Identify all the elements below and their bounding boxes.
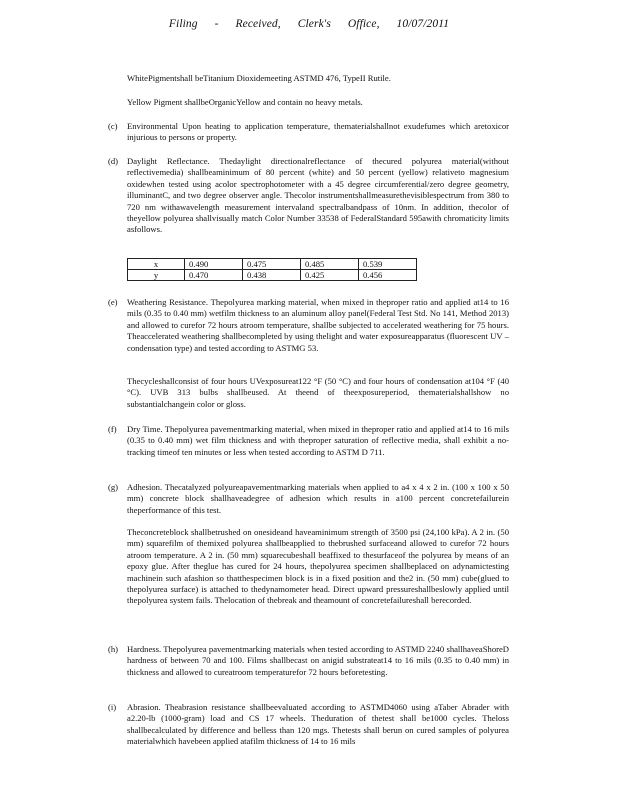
table-cell: 0.456 <box>359 270 417 281</box>
section-d-label: (d) <box>108 156 119 166</box>
section-h-text: Hardness. Thepolyurea pavementmarking materials when tested according to ASTMD 2240 shallhaveaShoreD hardness of between 70 and 100. Films shallbecast on anigid substrateat14 to 16 mils (0.35 to 0.40 mm) in thickness and allowed to cureatroom temperaturefor 72 hours beforetesting. <box>127 644 509 677</box>
section-e-label: (e) <box>108 297 118 307</box>
table-cell: 0.539 <box>359 259 417 270</box>
section-c-label: (c) <box>108 121 118 131</box>
section-e-text-2: Thecycleshallconsist of four hours UVexposureat122 °F (50 °C) and four hours of condensation at104 °F (40 °C). UVB 313 bulbs shallbeused. At theend of theexposureperiod, thematerialshallshow no substantialchangein color or gloss. <box>127 376 509 409</box>
section-g-label: (g) <box>108 482 119 492</box>
section-g-text: Adhesion. Thecatalyzed polyureapavementmarking materials when applied to a4 x 4 x 2 in. (100 x 100 x 50 mm) concrete block shallhaveadegree of adhesion which results in a100 percent concretefailurein theperformance of this test. <box>127 482 509 515</box>
section-f-text: Dry Time. Thepolyurea pavementmarking material, when mixed in theproper ratio and applied at14 to 16 mils (0.35 to 0.40 mm) wet film thickness and with theproper saturation of reflective media, shall exhibit a no-tracking timeof ten minutes or less when tested according to ASTM D 711. <box>127 424 509 457</box>
table-cell: 0.485 <box>301 259 359 270</box>
filing-header: Filing - Received, Clerk's Office, 10/07/2011 <box>168 18 450 30</box>
table-cell: 0.470 <box>185 270 243 281</box>
yellow-pigment-line: Yellow Pigment shallbeOrganicYellow and contain no heavy metals. <box>127 97 363 107</box>
table-cell: 0.438 <box>243 270 301 281</box>
table-cell: y <box>128 270 185 281</box>
section-d-text: Daylight Reflectance. Thedaylight directionalreflectance of thecured polyurea material(without reflectivemedia) shallbeaminimum of 80 percent (white) and 50 percent (yellow) relativeto magnesium oxidewhen tested using acolor spectrophotometer with a 45 degree circumferential/zero degree geometry, illuminantC, and two degree observer angle. Thecolor instrumentshallmeasurethevisiblespectrum from 380 to 720 nm withawavelength measurement intervaland spectralbandpass of 10nm. In addition, thecolor of theyellow polyurea shallvisually match Color Number 33538 of FederalStandard 595awith chromaticity limits asfollows. <box>127 156 509 235</box>
white-pigment-line: WhitePigmentshall beTitanium Dioxidemeeting ASTMD 476, TypeII Rutile. <box>127 73 391 83</box>
section-c-text: Environmental Upon heating to application temperature, thematerialshallnot exudefumes which aretoxicor injurious to persons or property. <box>127 121 509 143</box>
section-g-text-2: Theconcreteblock shallbetrushed on onesideand haveaminimum strength of 3500 psi (24,100 kPa). A 2 in. (50 mm) squarefilm of themixed polyurea shallbeapplied to thebrushed surfaceand allowed to curefor 72 hours atroom temperature. A 2 in. (50 mm) squarecubeshall beaffixed to thesurfaceof the polyurea by means of an epoxy glue. After theglue has cured for 24 hours, thepolyurea specimen shallbeplaced on adynamictesting machinein such afashion so thatthespecimen block is in a fixed position and the2 in. (50 mm) cube(glued to thepolyurea surface) is attached to thedynamometer head. Direct upward pressureshallbeslowly applied until thepolyurea system fails. Thelocation of thebreak and theamount of concretefailureshall berecorded. <box>127 527 509 606</box>
section-f-label: (f) <box>108 424 117 434</box>
section-e-text: Weathering Resistance. Thepolyurea marking material, when mixed in theproper ratio and applied at14 to 16 mils (0.35 to 0.40 mm) wetfilm thickness to an aluminum alloy panel(Federal Test Std. No 141, Method 2013) and allowed to curefor 72 hours atroom temperature, shallbe subjected to accelerated weathering for 75 hours. Theaccelerated weathering shallbecompleted by using thelight and water exposureapparatus (fluorescent UV – condensation type) and tested according to ASTMG 53. <box>127 297 509 353</box>
table-cell: 0.490 <box>185 259 243 270</box>
section-i-label: (i) <box>108 702 117 712</box>
table-row <box>128 259 417 270</box>
table-row <box>128 270 417 281</box>
section-h-label: (h) <box>108 644 119 654</box>
section-i-text: Abrasion. Theabrasion resistance shallbeevaluated according to ASTMD4060 using aTaber Abrader with a2.20-lb (1000-gram) load and CS 17 wheels. Theduration of thetest shall be1000 cycles. Theloss shallbecalculated by difference and belless than 120 mgs. Thetests shall berun on cured samples of polyurea materialwhich havebeen applied atafilm thickness of 14 to 16 mils <box>127 702 509 747</box>
chromaticity-table <box>127 258 417 281</box>
table-cell: 0.425 <box>301 270 359 281</box>
table-cell: x <box>128 259 185 270</box>
table-cell: 0.475 <box>243 259 301 270</box>
